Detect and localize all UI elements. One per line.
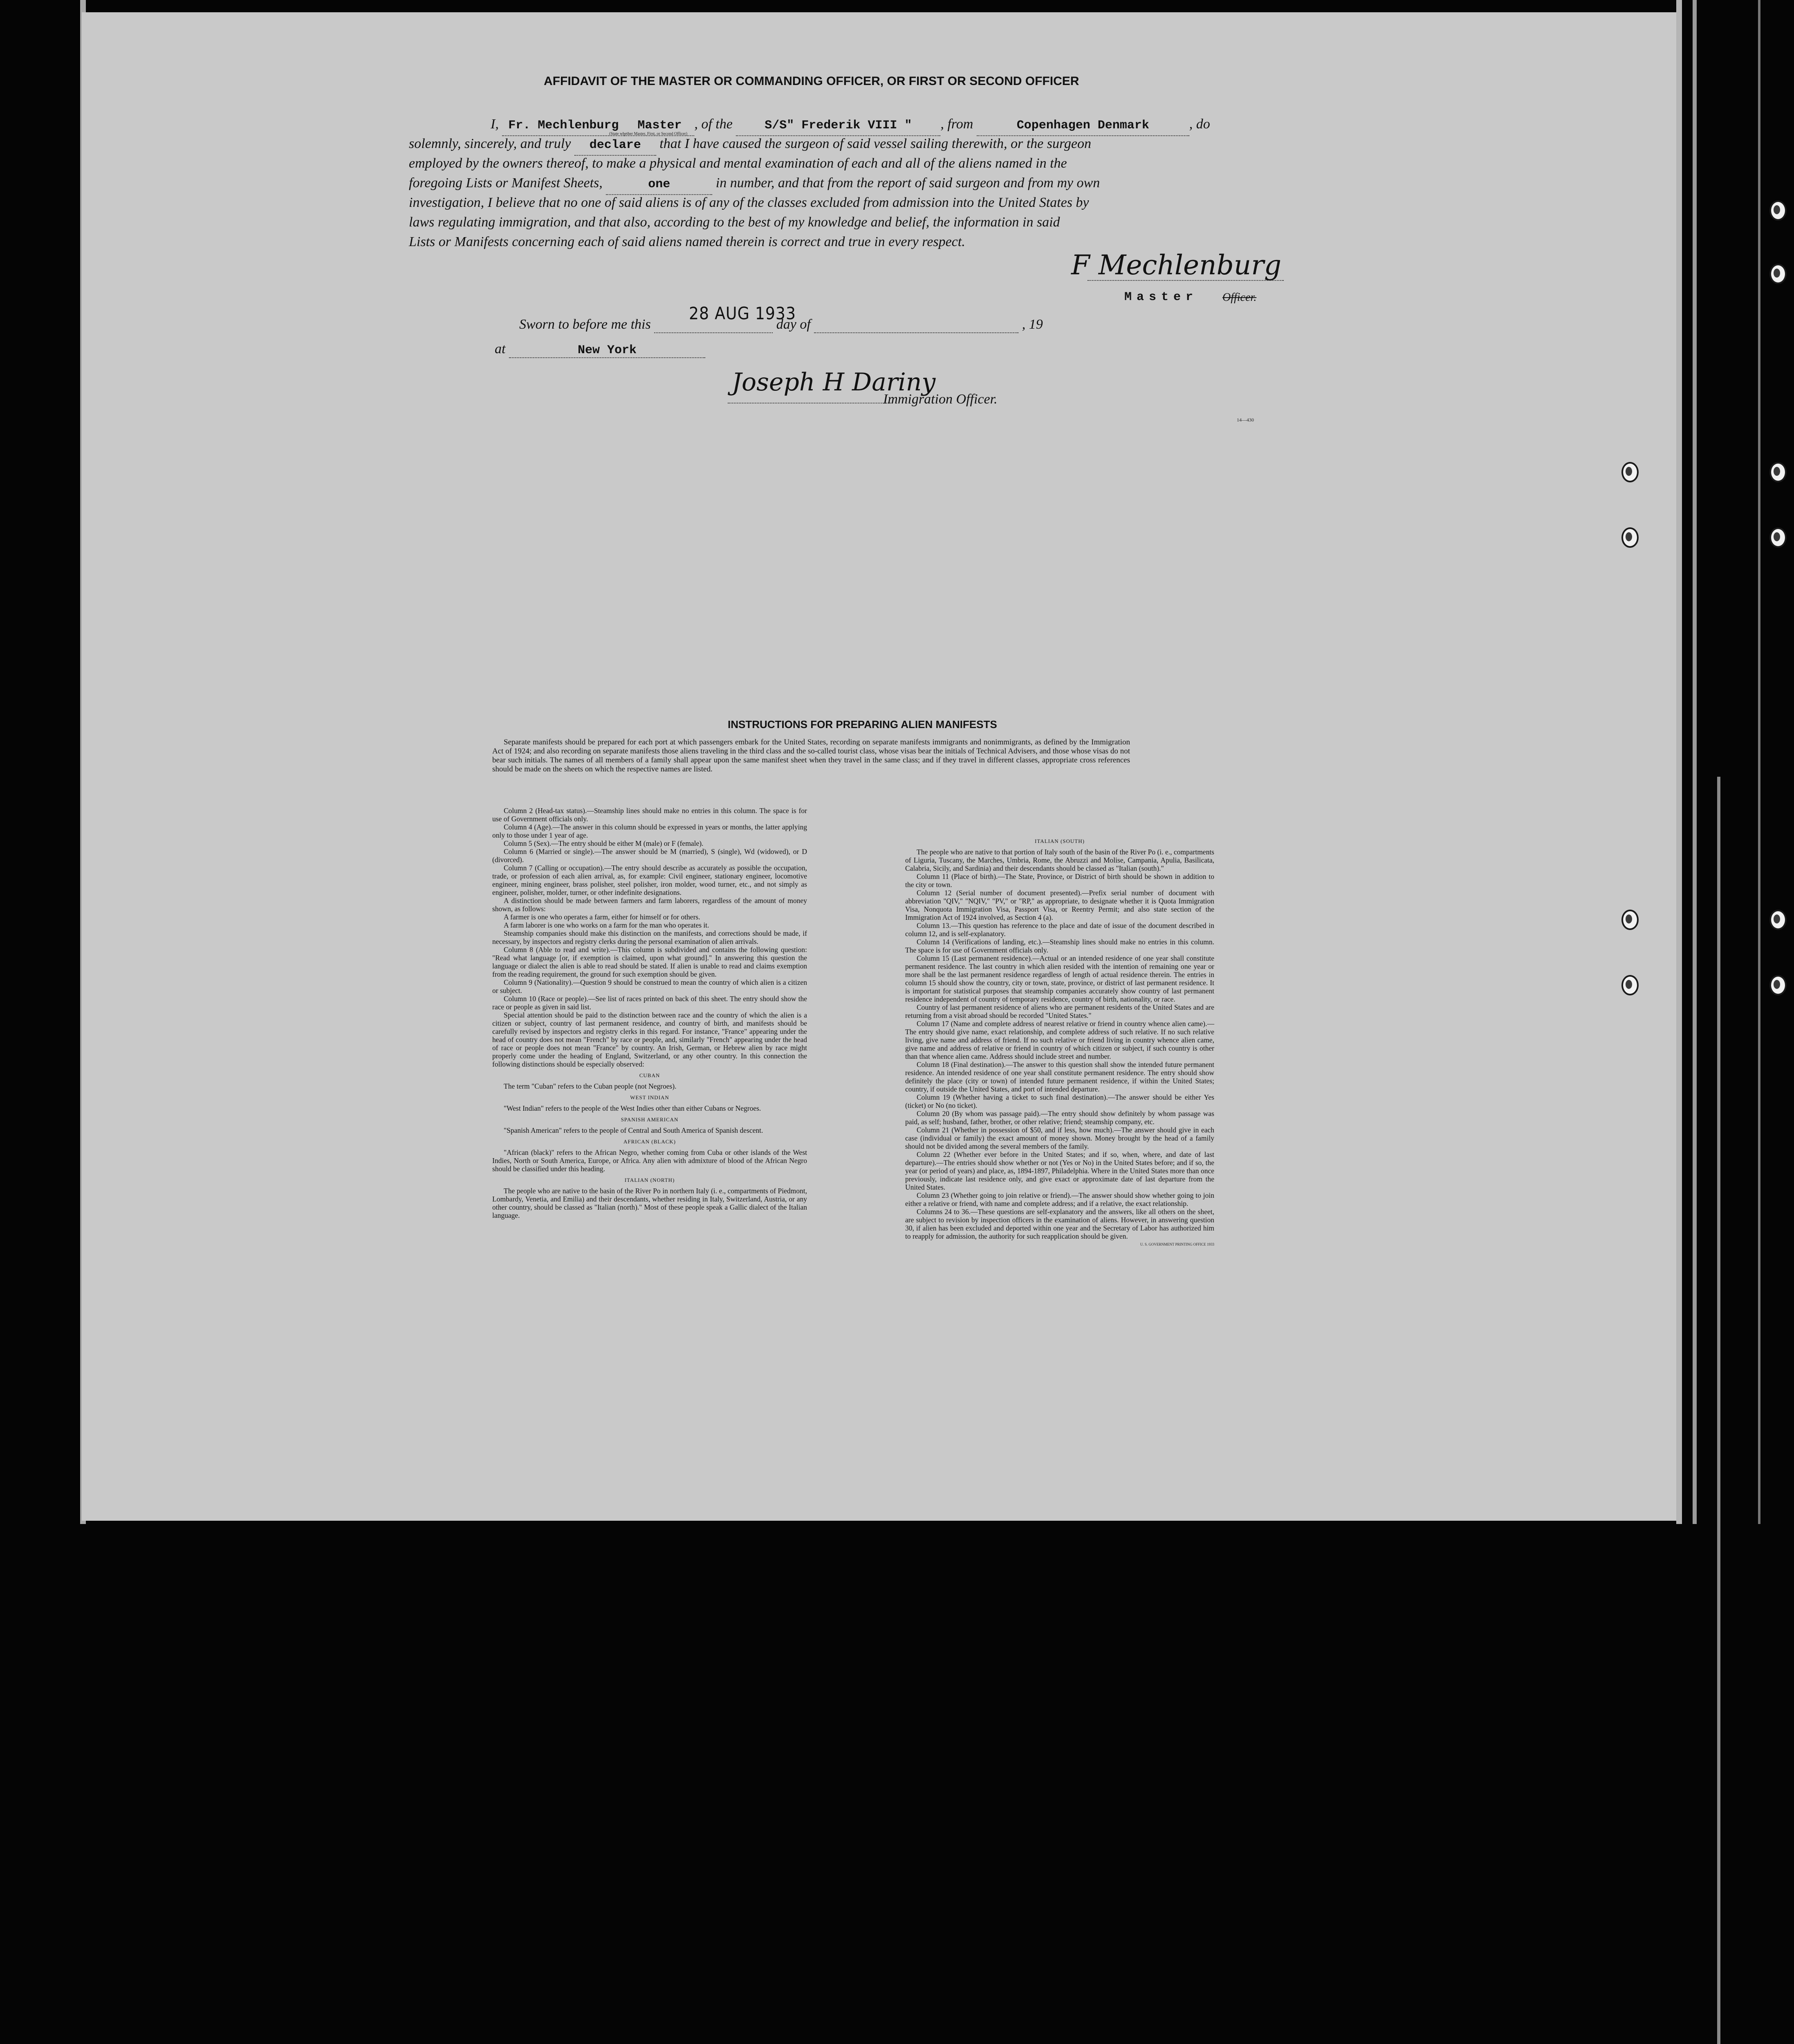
- instruction-paragraph: "West Indian" refers to the people of the West Indies other than either Cubans or Negroes.: [504, 1104, 761, 1112]
- instruction-paragraph: A farm laborer is one who works on a farm for the man who operates it.: [504, 921, 709, 929]
- immigration-officer-signature: Joseph H Dariny: [732, 368, 936, 397]
- master-name-field: Fr. Mechlenburg: [502, 116, 625, 136]
- instruction-paragraph: Column 20 (By whom was passage paid).—The entry should show definitely by whom passage was paid, as self; husband, father, brother, or other relative; friend; steamship company, etc.: [905, 1109, 1214, 1126]
- departure-port-field: Copenhagen Denmark: [977, 116, 1189, 136]
- instruction-paragraph: The people who are native to the basin of the River Po in northern Italy (i. e., compartments of Piedmont, Lombardy, Venetia, and Emilia) and their descendants, whether residing in Italy, Switzerland, Austria, or any other country, should be classed as "Italian (north)." Most of these people speak a Gallic dialect of the Italian language.: [492, 1187, 807, 1219]
- instructions-title: INSTRUCTIONS FOR PREPARING ALIEN MANIFESTS: [728, 718, 997, 731]
- instruction-paragraph: Column 6 (Married or single).—The answer should be M (married), S (single), Wd (widowed), or D (divorced).: [492, 847, 807, 864]
- binder-hole: [1621, 910, 1639, 930]
- rank-note: (State whether Master, First, or Second Officer): [609, 132, 688, 136]
- instruction-paragraph: Column 19 (Whether having a ticket to such final destination).—The answer should be either Yes (ticket) or No (no ticket).: [905, 1093, 1214, 1109]
- master-label: Master: [1124, 290, 1198, 304]
- signature-line: [1088, 280, 1284, 281]
- binder-hole: [1769, 264, 1787, 284]
- affidavit-line-4: foregoing Lists or Manifest Sheets, one in number, and that from the report of said surgeon and from my own: [409, 173, 1378, 193]
- instruction-paragraph: Column 10 (Race or people).—See list of races printed on back of this sheet. The entry should show the race or people as given in said list.: [492, 995, 807, 1011]
- page-edge-right-2: [1693, 0, 1697, 1524]
- sworn-line: Sworn to before me this day of , 19: [519, 317, 1043, 333]
- instruction-paragraph: Country of last permanent residence of aliens who are permanent residents of the United States and are returning from a visit abroad should be recorded "United States.": [905, 1003, 1214, 1020]
- immigration-officer-label: Immigration Officer.: [883, 392, 998, 407]
- location-line: at New York: [495, 341, 705, 358]
- heading-spanish-american: SPANISH AMERICAN: [621, 1116, 679, 1123]
- affidavit-line-2: solemnly, sincerely, and truly declare that I have caused the surgeon of said vessel sailing therewith, or the surgeon: [409, 134, 1378, 154]
- heading-italian-south: ITALIAN (SOUTH): [1035, 838, 1085, 844]
- affidavit-body: [409, 114, 1378, 252]
- heading-african: AFRICAN (BLACK): [623, 1139, 676, 1145]
- affidavit-line-3: employed by the owners thereof, to make a physical and mental examination of each and all of the aliens named in the: [409, 156, 1067, 171]
- form-number: 14—430: [1237, 417, 1254, 423]
- rank-field: Master: [625, 116, 694, 136]
- affidavit-line-5: investigation, I believe that no one of said aliens is of any of the classes excluded from admission into the United States by: [409, 195, 1089, 210]
- instruction-paragraph: Column 23 (Whether going to join relative or friend).—The answer should show whether going to join either a relative or friend, with name and complete address; and if a relative, the exact relationship.: [905, 1191, 1214, 1208]
- binder-hole: [1621, 975, 1639, 995]
- instruction-paragraph: Column 2 (Head-tax status).—Steamship lines should make no entries in this column. The space is for use of Government officials only.: [492, 807, 807, 823]
- instruction-paragraph: "Spanish American" refers to the people of Central and South America of Spanish descent.: [504, 1126, 763, 1134]
- instruction-paragraph: Steamship companies should make this distinction on the manifests, and corrections should be made, if necessary, by inspectors and registry clerks during the personal examination of alien arrivals.: [492, 929, 807, 946]
- instruction-paragraph: The term "Cuban" refers to the Cuban people (not Negroes).: [504, 1082, 677, 1090]
- instruction-paragraph: Column 9 (Nationality).—Question 9 should be construed to mean the country of which alien is a citizen or subject.: [492, 978, 807, 995]
- instruction-paragraph: Column 7 (Calling or occupation).—The entry should describe as accurately as possible the occupation, trade, or profession of each alien arrival, as, for example: Civil engineer, stationary engineer, locomotive engineer, mining engineer, brass polisher, steel polisher, iron molder, wood turner, etc., and not simply as engineer, polisher, molder, turner, or other indefinite designations.: [492, 864, 807, 896]
- heading-italian-north: ITALIAN (NORTH): [624, 1177, 675, 1183]
- instruction-paragraph: Column 22 (Whether ever before in the United States; and if so, when, where, and date of last departure).—The entries should show whether or not (Yes or No) in the United States before; and if so, the year (or period of years) and place, as, 1894-1897, Philadelphia. Where in the United States more than once previously, indicate last residence only, and give exact or approximate date of last departure from the United States.: [905, 1150, 1214, 1191]
- heading-west-indian: WEST INDIAN: [630, 1094, 669, 1100]
- page-edge-right-3: [1717, 777, 1720, 2044]
- heading-cuban: CUBAN: [639, 1072, 660, 1078]
- instruction-paragraph: Column 4 (Age).—The answer in this column should be expressed in years or months, the latter applying only to those under 1 year of age.: [492, 823, 807, 839]
- instruction-paragraph: Column 18 (Final destination).—The answer to this question shall show the intended future permanent residence. An intended residence of one year shall constitute permanent residence. The entry should show definitely the place (city or town) of intended future permanent residence, if within the United States; country, if outside the United States, and port of intended departure.: [905, 1060, 1214, 1093]
- affidavit-line-1: I, Fr. Mechlenburg Master , of the S/S" Frederik VIII " , from Copenhagen Denmark , do: [409, 114, 1378, 134]
- binder-hole: [1769, 910, 1787, 930]
- instruction-paragraph: The people who are native to that portion of Italy south of the basin of the River Po (i. e., compartments of Liguria, Tuscany, the Marches, Umbria, Rome, the Abruzzi and Molise, Campania, Apulia, Basilicata, Calabria, Sicily, and Sardinia) and their descendants should be classed as "Italian (south).": [905, 848, 1214, 872]
- printing-office-note: U. S. GOVERNMENT PRINTING OFFICE 1933: [1140, 1242, 1214, 1246]
- master-signature: F Mechlenburg: [1071, 249, 1282, 281]
- binder-hole: [1769, 200, 1787, 221]
- instruction-paragraph: Special attention should be paid to the distinction between race and the country of which the alien is a citizen or subject, country of last permanent residence, and country of birth, and manifests should be carefully revised by inspectors and registry clerks in this regard. For instance, "France" appearing under the head of country does not mean "French" by race or people, and, similarly "French" appearing under the head of race or people does not mean "France" by country. An Irish, German, or Hebrew alien by race might properly come under the heading of England, Switzerland, or any other country. In this connection the following distinctions should be especially observed:: [492, 1011, 807, 1068]
- binder-hole: [1769, 462, 1787, 482]
- date-stamp: 28 AUG 1933: [689, 303, 796, 323]
- declare-field: declare: [574, 135, 656, 156]
- instructions-left-column: [492, 807, 807, 1219]
- instructions-right-column: [905, 834, 1214, 1248]
- location-field: New York: [509, 343, 705, 358]
- instruction-paragraph: Column 15 (Last permanent residence).—Actual or an intended residence of one year shall constitute permanent residence. The last country in which alien resided with the intention of remaining one year or more shall be the last permanent residence regardless of length of actual residence therein. The entries in column 15 should show the country, city or town, state, province, or district of last permanent residence. It is important for statistical purposes that steamship companies accurately show country of last permanent residence independent of country of temporary residence, country of birth, nationality, or race.: [905, 954, 1214, 1003]
- binder-hole: [1621, 527, 1639, 548]
- instructions-intro: Separate manifests should be prepared for each port at which passengers embark for the United States, recording on separate manifests immigrants and nonimmigrants, as defined by the Immigration Act of 1924; and also recording on separate manifests those aliens traveling in the third class and the so-called tourist class, whose visas bear the initials of Technical Advisers, and those whose visas do not bear such initials. The names of all members of a family shall appear upon the same manifest sheet when they travel in the same class; and if they travel in different classes, appropriate cross references should be made on the sheets on which the respective names are listed.: [492, 738, 1130, 773]
- instruction-paragraph: Columns 24 to 36.—These questions are self-explanatory and the answers, like all others on the sheet, are subject to revision by inspection officers in the examination of aliens. However, in answering question 30, if alien has been excluded and deported within one year and the Secretary of Labor has authorized him to reapply for admission, the authority for such reapplication should be given.: [905, 1208, 1214, 1240]
- instruction-paragraph: Column 8 (Able to read and write).—This column is subdivided and contains the following question: "Read what language [or, if exemption is claimed, upon what ground]." In answering this question the language or dialect the alien is able to read should be stated. If alien is unable to read and claims exemption from the reading requirement, the ground for such exemption should be given.: [492, 946, 807, 978]
- instruction-paragraph: "African (black)" refers to the African Negro, whether coming from Cuba or other islands of the West Indies, North or South America, Europe, or Africa. Any alien with admixture of blood of the African Negro should be classified under this heading.: [492, 1148, 807, 1173]
- instruction-paragraph: Column 5 (Sex).—The entry should be either M (male) or F (female).: [504, 839, 704, 847]
- instruction-paragraph: A farmer is one who operates a farm, either for himself or for others.: [504, 913, 700, 921]
- binder-hole: [1621, 462, 1639, 482]
- affidavit-title: AFFIDAVIT OF THE MASTER OR COMMANDING OFFICER, OR FIRST OR SECOND OFFICER: [544, 74, 1079, 88]
- affidavit-line-7: Lists or Manifests concerning each of said aliens named therein is correct and true in every respect.: [409, 234, 965, 249]
- instruction-paragraph: Column 17 (Name and complete address of nearest relative or friend in country whence alien came).—The entry should give name, exact relationship, and complete address of such relative. If no such relative living, give name and address of friend. If no such relative or friend living in country whence alien came, give name and address of relative or friend in country of which citizen or subject, if such country is other than that whence alien came. Address should include street and number.: [905, 1020, 1214, 1060]
- officer-label: Officer.: [1222, 291, 1257, 304]
- instruction-paragraph: Column 12 (Serial number of document presented).—Prefix serial number of document with abbreviation "QIV," "NQIV," "PV," or "RP," as appropriate, to designate whether it is Quota Immigration Visa, Nonquota Immigration Visa, Passport Visa, or Reentry Permit; and also state section of the Immigration Act of 1924 involved, as Section 4 (a).: [905, 889, 1214, 921]
- instruction-paragraph: Column 14 (Verifications of landing, etc.).—Steamship lines should make no entries in this column. The space is for use of Government officials only.: [905, 938, 1214, 954]
- vessel-field: S/S" Frederik VIII ": [736, 116, 940, 136]
- page-edge-right-1: [1676, 0, 1682, 1524]
- binder-hole: [1769, 975, 1787, 995]
- instruction-paragraph: Column 21 (Whether in possession of $50, and if less, how much).—The answer should give in each case (individual or family) the exact amount of money shown. Money brought by the head of a family should not be divided among the several members of the family.: [905, 1126, 1214, 1150]
- page-edge-right-4: [1758, 0, 1760, 1524]
- affidavit-line-6: laws regulating immigration, and that also, according to the best of my knowledge and belief, the information in said: [409, 215, 1060, 230]
- sheet-count-field: one: [606, 175, 712, 195]
- binder-hole: [1769, 527, 1787, 548]
- instruction-paragraph: A distinction should be made between farmers and farm laborers, regardless of the amount of money shown, as follows:: [492, 896, 807, 913]
- instruction-paragraph: Column 11 (Place of birth).—The State, Province, or District of birth should be shown in addition to the city or town.: [905, 872, 1214, 889]
- instruction-paragraph: Column 13.—This question has reference to the place and date of issue of the document described in column 12, and is self-explanatory.: [905, 921, 1214, 938]
